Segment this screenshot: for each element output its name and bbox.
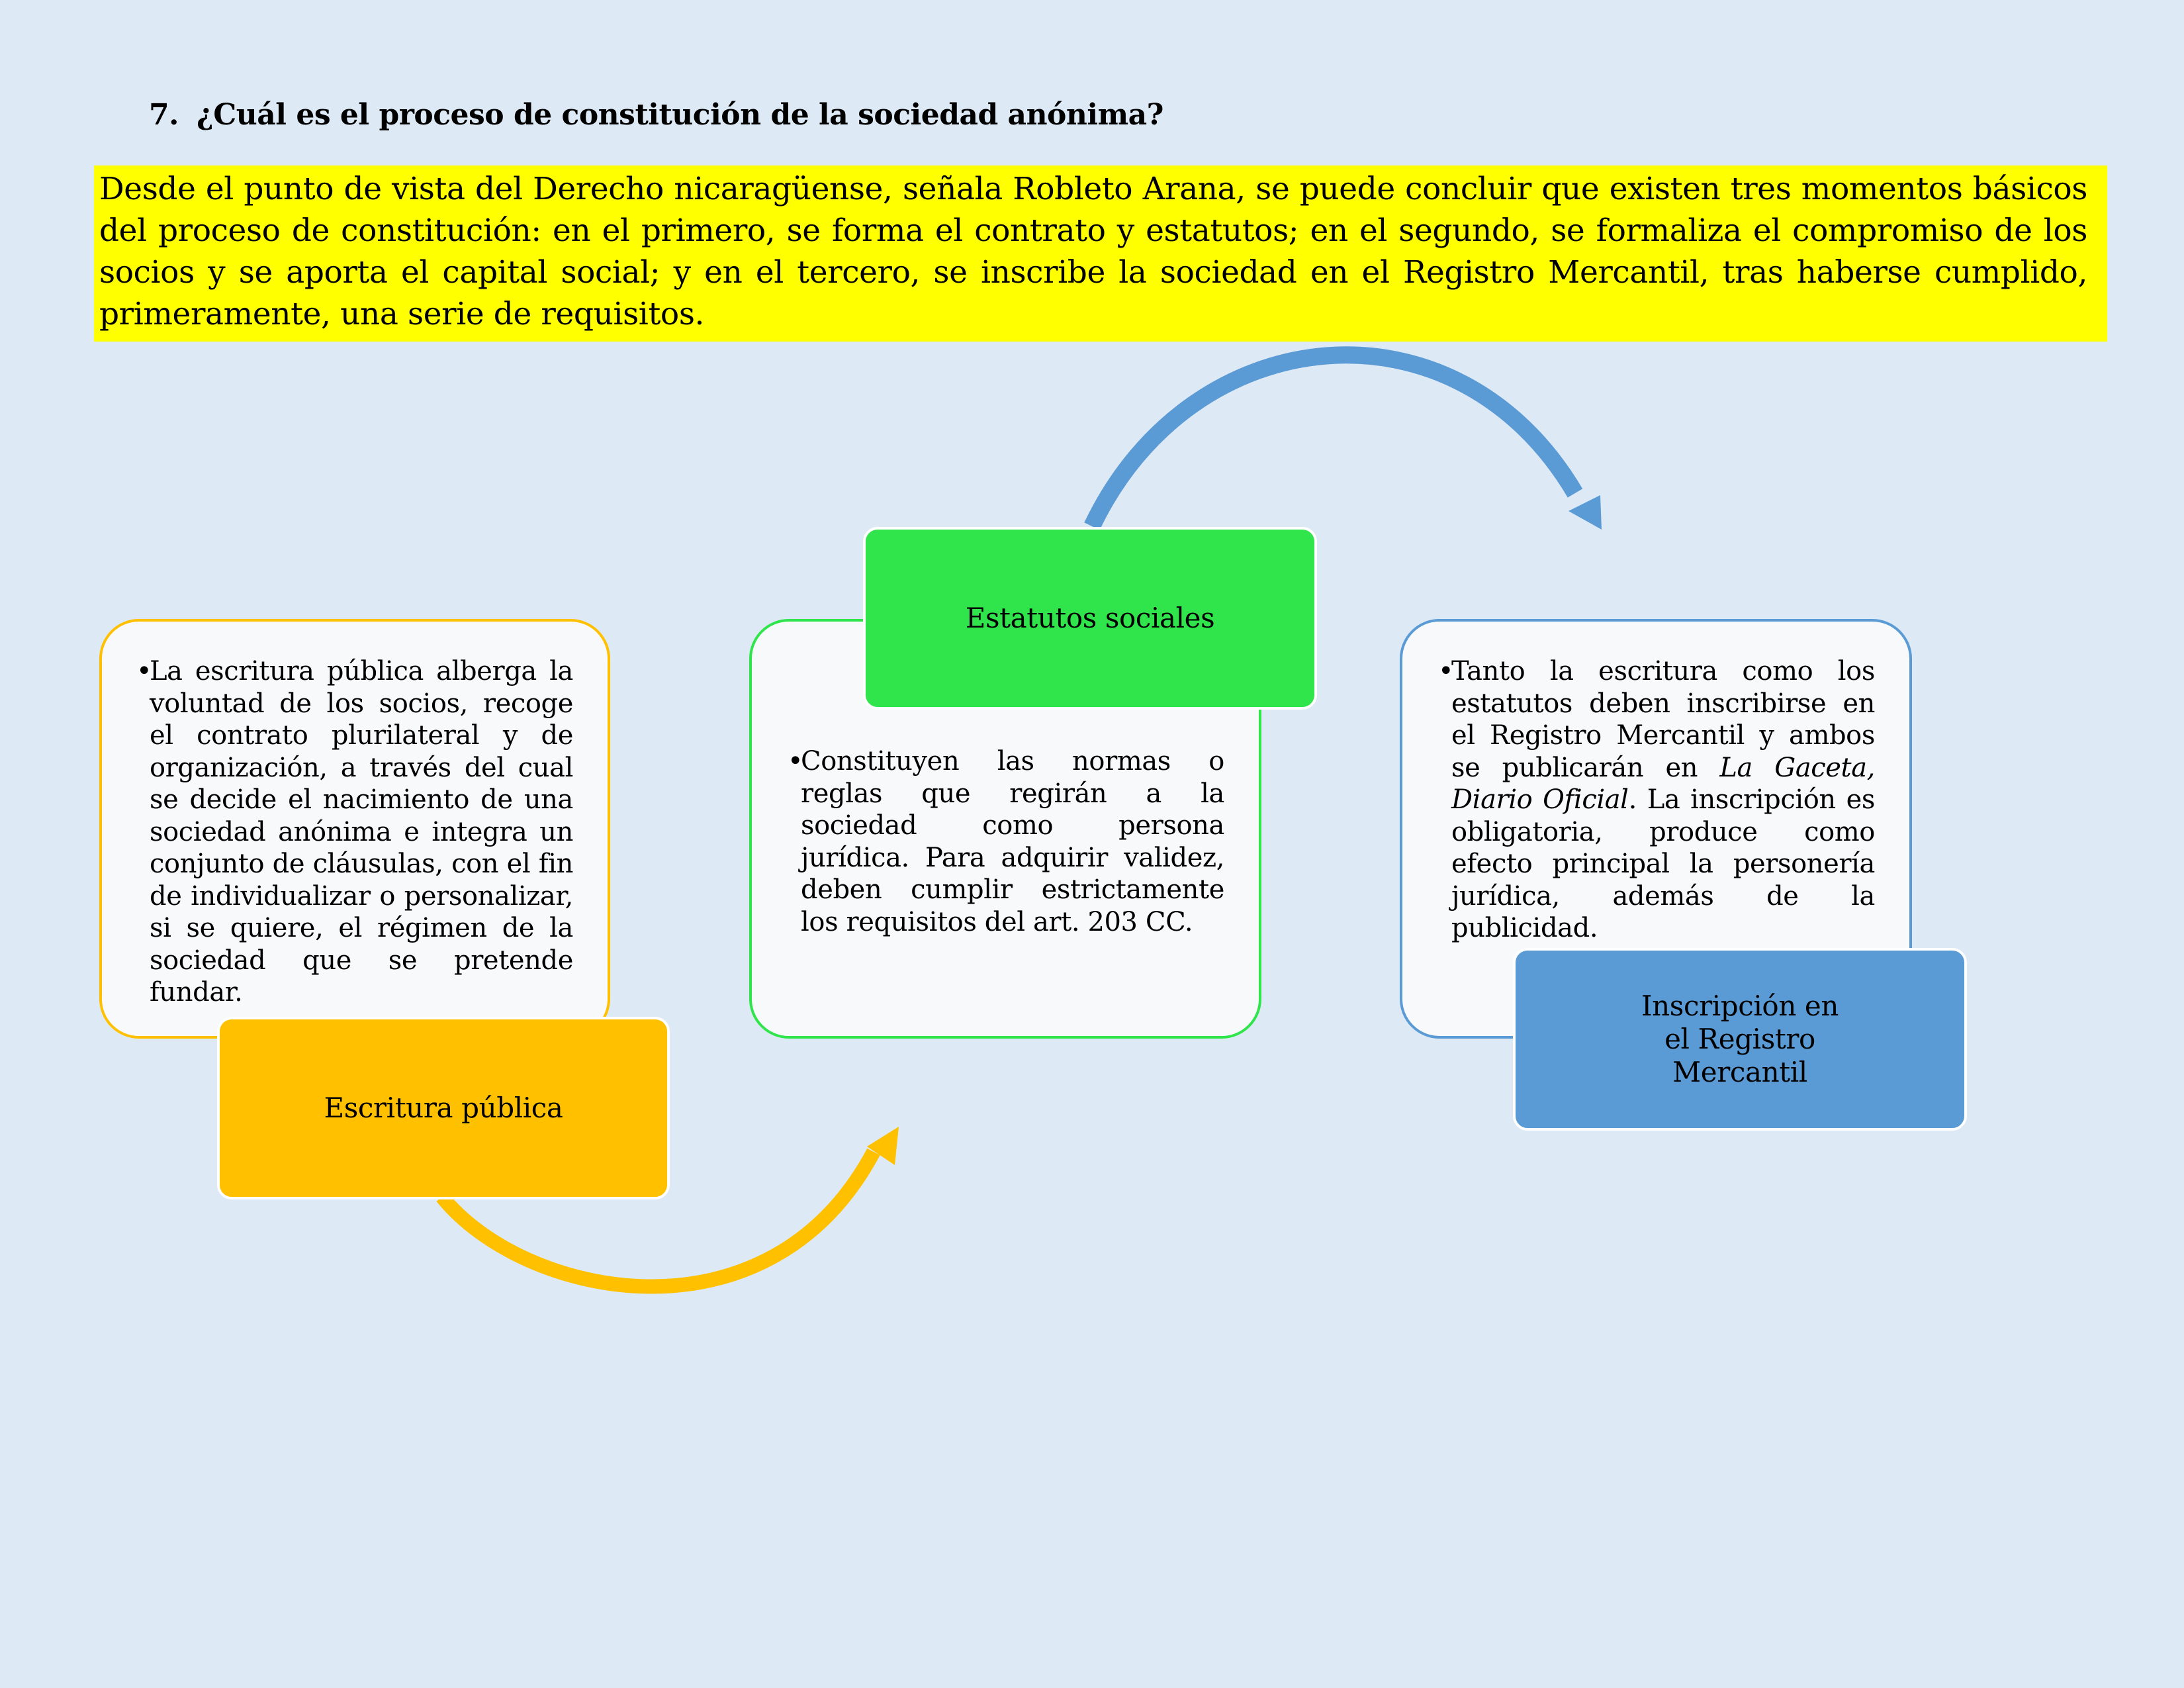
step1-description: • La escritura pública alberga la voluntad de los socios, recoge el contrato plurilateral y de organización, a través del cual se decide el nacimiento de una sociedad anónima e integra un conjunto de cláusulas, con el fin de individualizar o personalizar, si se quiere, el régimen de la sociedad que se pretende fundar. [136,656,573,1008]
step3-label: Inscripción en el Registro Mercantil [1513,948,1967,1131]
step2-bullet: • [788,746,803,776]
step1-label: Escritura pública [217,1017,670,1199]
question-text: ¿Cuál es el proceso de constitución de la sociedad anónima? [197,98,1163,132]
arrow-step2-to-step3 [1092,355,1575,526]
gazette-name: La Gaceta, Diario Oficial [1451,752,1875,815]
step2-description: • Constituyen las normas o reglas que regirán a la sociedad como persona jurídica. Para adquirir validez, deben cumplir estrictamente los requisitos del art. 203 CC. [788,746,1224,937]
arrow-head-blue [1569,495,1602,530]
step3-description: • Tanto la escritura como los estatutos deben inscribirse en el Registro Mercantil y ambos se publicarán en La Gaceta, Diario Oficial. La inscripción es obligatoria, produce como efecto principal la personería jurídica, además de la publicidad. [1438,656,1875,943]
step1-bullet: • [136,656,152,686]
intro-paragraph: Desde el punto de vista del Derecho nicaragüense, señala Robleto Arana, se puede concluir que existen tres momentos básicos del proceso de constitución: en el primero, se forma el contrato y estatutos; en el segundo, se formaliza el compromiso de los socios y se aporta el capital social; y en el tercero, se inscribe la sociedad en el Registro Mercantil, tras haberse cumplido, primeramente, una serie de requisitos. [94,165,2107,342]
step2-label: Estatutos sociales [863,527,1317,710]
question-number: 7. [149,98,179,132]
step3-bullet: • [1438,656,1454,686]
